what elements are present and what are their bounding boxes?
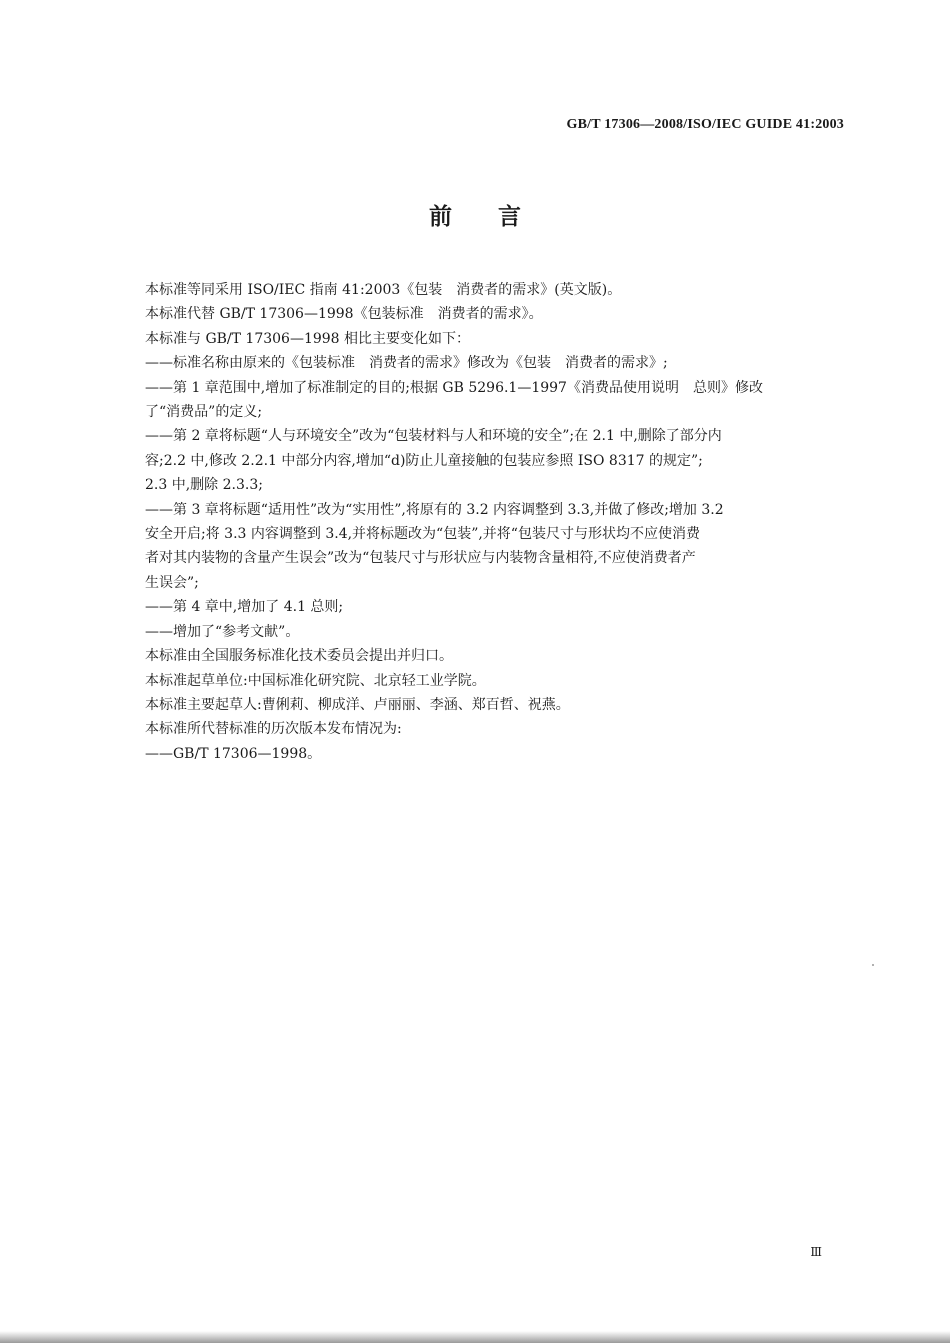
change-item-line: ——增加了“参考文献”。 [145, 623, 300, 640]
paragraph-history-item: ——GB/T 17306—1998。 [145, 745, 322, 762]
change-item-line: ——第 2 章将标题“人与环境安全”改为“包装材料与人和环境的安全”;在 2.1 中,删除了部分内 [145, 428, 722, 445]
change-item-title [145, 351, 850, 375]
scan-bottom-edge [0, 1331, 950, 1343]
paragraph-proposer: 本标准由全国服务标准化技术委员会提出并归口。 [145, 648, 453, 665]
change-item-line: 了“消费品”的定义; [145, 404, 263, 421]
paragraph-replaces: 本标准代替 GB/T 17306—1998《包装标准 消费者的需求》。 [145, 306, 543, 323]
change-item-chapter-2 [145, 424, 850, 497]
paragraph-changes-intro: 本标准与 GB/T 17306—1998 相比主要变化如下： [145, 330, 471, 347]
change-item-line: 安全开启;将 3.3 内容调整到 3.4,并将标题改为“包装”,并将“包装尺寸与形状均不应使消费 [145, 526, 700, 543]
paragraph-drafting-units: 本标准起草单位:中国标准化研究院、北京轻工业学院。 [145, 672, 486, 689]
change-item-line: 生误会”; [145, 574, 199, 591]
change-item-line: ——第 4 章中,增加了 4.1 总则; [145, 599, 344, 616]
paragraph-drafters: 本标准主要起草人:曹俐莉、柳成洋、卢丽丽、李涵、郑百哲、祝燕。 [145, 696, 570, 713]
change-item-line: ——标准名称由原来的《包装标准 消费者的需求》修改为《包装 消费者的需求》; [145, 355, 668, 372]
scan-speck [872, 964, 874, 966]
change-item-line: 容;2.2 中,修改 2.2.1 中部分内容,增加“d)防止儿童接触的包装应参照 ISO 8317 的规定”; [145, 452, 703, 469]
change-item-chapter-4 [145, 595, 850, 619]
change-item-chapter-1 [145, 376, 850, 425]
foreword-body [145, 278, 850, 766]
standard-code-header: GB/T 17306—2008/ISO/IEC GUIDE 41:2003 [566, 117, 844, 132]
change-item-references [145, 620, 850, 644]
change-item-line: ——第 1 章范围中,增加了标准制定的目的;根据 GB 5296.1—1997《消费品使用说明 总则》修改 [145, 379, 763, 396]
paragraph-history-intro: 本标准所代替标准的历次版本发布情况为: [145, 721, 402, 738]
change-item-chapter-3 [145, 498, 850, 596]
page-number: Ⅲ [810, 1245, 822, 1259]
change-item-line: ——第 3 章将标题“适用性”改为“实用性”,将原有的 3.2 内容调整到 3.3,并做了修改;增加 3.2 [145, 501, 724, 518]
page-title: 前言 [429, 204, 567, 230]
change-item-line: 者对其内装物的含量产生误会”改为“包装尺寸与形状应与内装物含量相符,不应使消费者产 [145, 550, 696, 567]
paragraph-adoption: 本标准等同采用 ISO/IEC 指南 41:2003《包装 消费者的需求》(英文版)。 [145, 282, 622, 298]
change-item-line: 2.3 中,删除 2.3.3; [145, 477, 263, 494]
